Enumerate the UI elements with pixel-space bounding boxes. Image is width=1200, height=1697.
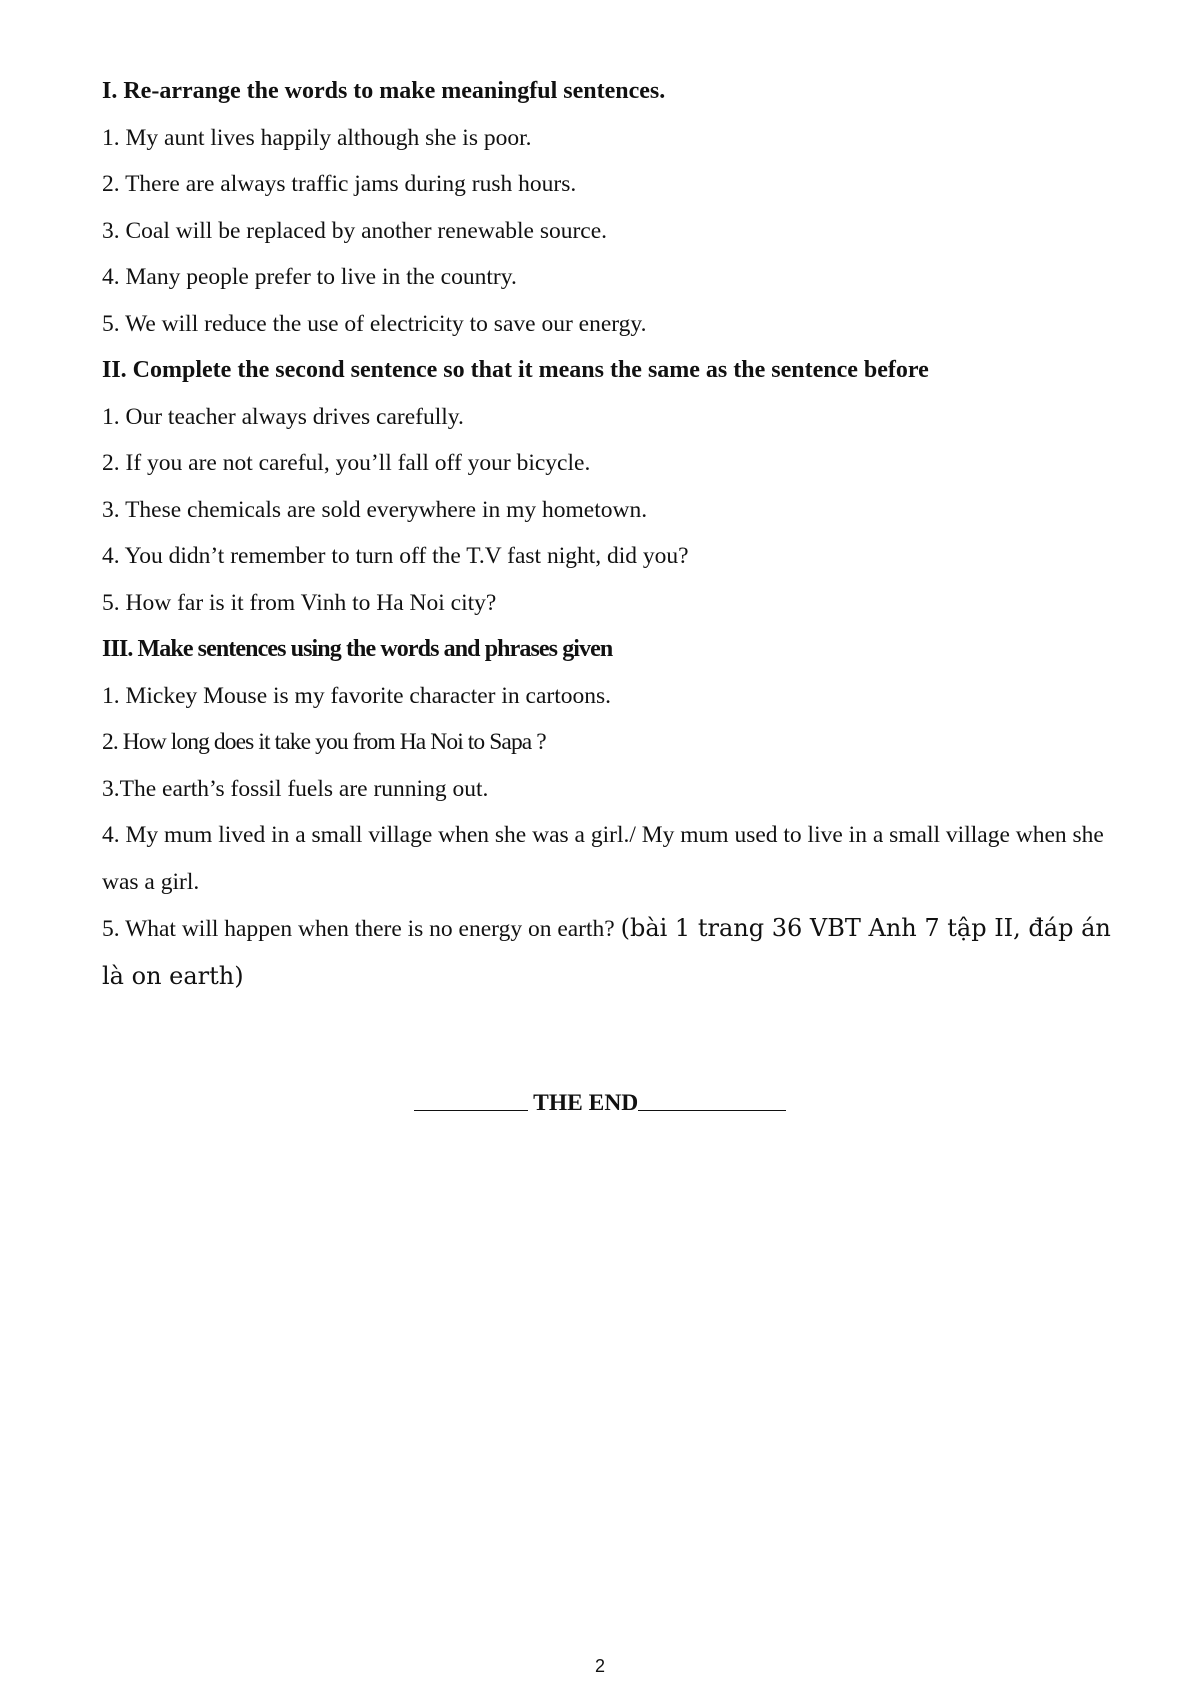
section-3-item-5 bbox=[102, 905, 1112, 1000]
section-2-item-2: 2. If you are not careful, you’ll fall off your bicycle. bbox=[102, 450, 591, 476]
end-rule-left bbox=[414, 1110, 528, 1112]
the-end-line bbox=[0, 1088, 1200, 1118]
section-1-item-3: 3. Coal will be replaced by another renewable source. bbox=[102, 217, 608, 244]
section-2-heading: II. Complete the second sentence so that it means the same as the sentence before bbox=[102, 357, 929, 383]
section-2-item-5: 5. How far is it from Vinh to Ha Noi city? bbox=[102, 589, 497, 616]
section-1-item-1: 1. My aunt lives happily although she is poor. bbox=[102, 124, 532, 151]
section-3-item-2: 2. How long does it take you from Ha Noi to Sapa ? bbox=[102, 729, 546, 755]
section-3-item-5-text: 5. What will happen when there is no energy on earth? bbox=[102, 916, 621, 942]
section-3-item-3: 3.The earth’s fossil fuels are running out. bbox=[102, 775, 489, 802]
section-1-item-4: 4. Many people prefer to live in the country. bbox=[102, 264, 517, 290]
section-2-item-3: 3. These chemicals are sold everywhere in my hometown. bbox=[102, 496, 648, 523]
end-rule-right bbox=[638, 1110, 786, 1112]
section-1-item-5: 5. We will reduce the use of electricity to save our energy. bbox=[102, 310, 647, 337]
section-3-item-4: 4. My mum lived in a small village when she was a girl./ My mum used to live in a small village when she was a girl. bbox=[102, 822, 1104, 895]
section-3-item-1: 1. Mickey Mouse is my favorite character in cartoons. bbox=[102, 682, 612, 709]
document-body bbox=[102, 68, 1112, 1000]
page-number: 2 bbox=[594, 1656, 605, 1676]
section-3-item-5-note: (bài 1 trang 36 VBT Anh 7 tập II, đáp án là on earth) bbox=[102, 914, 1111, 990]
section-3-heading: III. Make sentences using the words and phrases given bbox=[102, 636, 613, 662]
section-2-item-1: 1. Our teacher always drives carefully. bbox=[102, 403, 464, 430]
the-end-text: THE END bbox=[527, 1090, 639, 1116]
section-1-item-2: 2. There are always traffic jams during rush hours. bbox=[102, 171, 577, 197]
section-1-heading: I. Re-arrange the words to make meaningful sentences. bbox=[102, 78, 666, 104]
section-2-item-4: 4. You didn’t remember to turn off the T.V fast night, did you? bbox=[102, 543, 689, 569]
